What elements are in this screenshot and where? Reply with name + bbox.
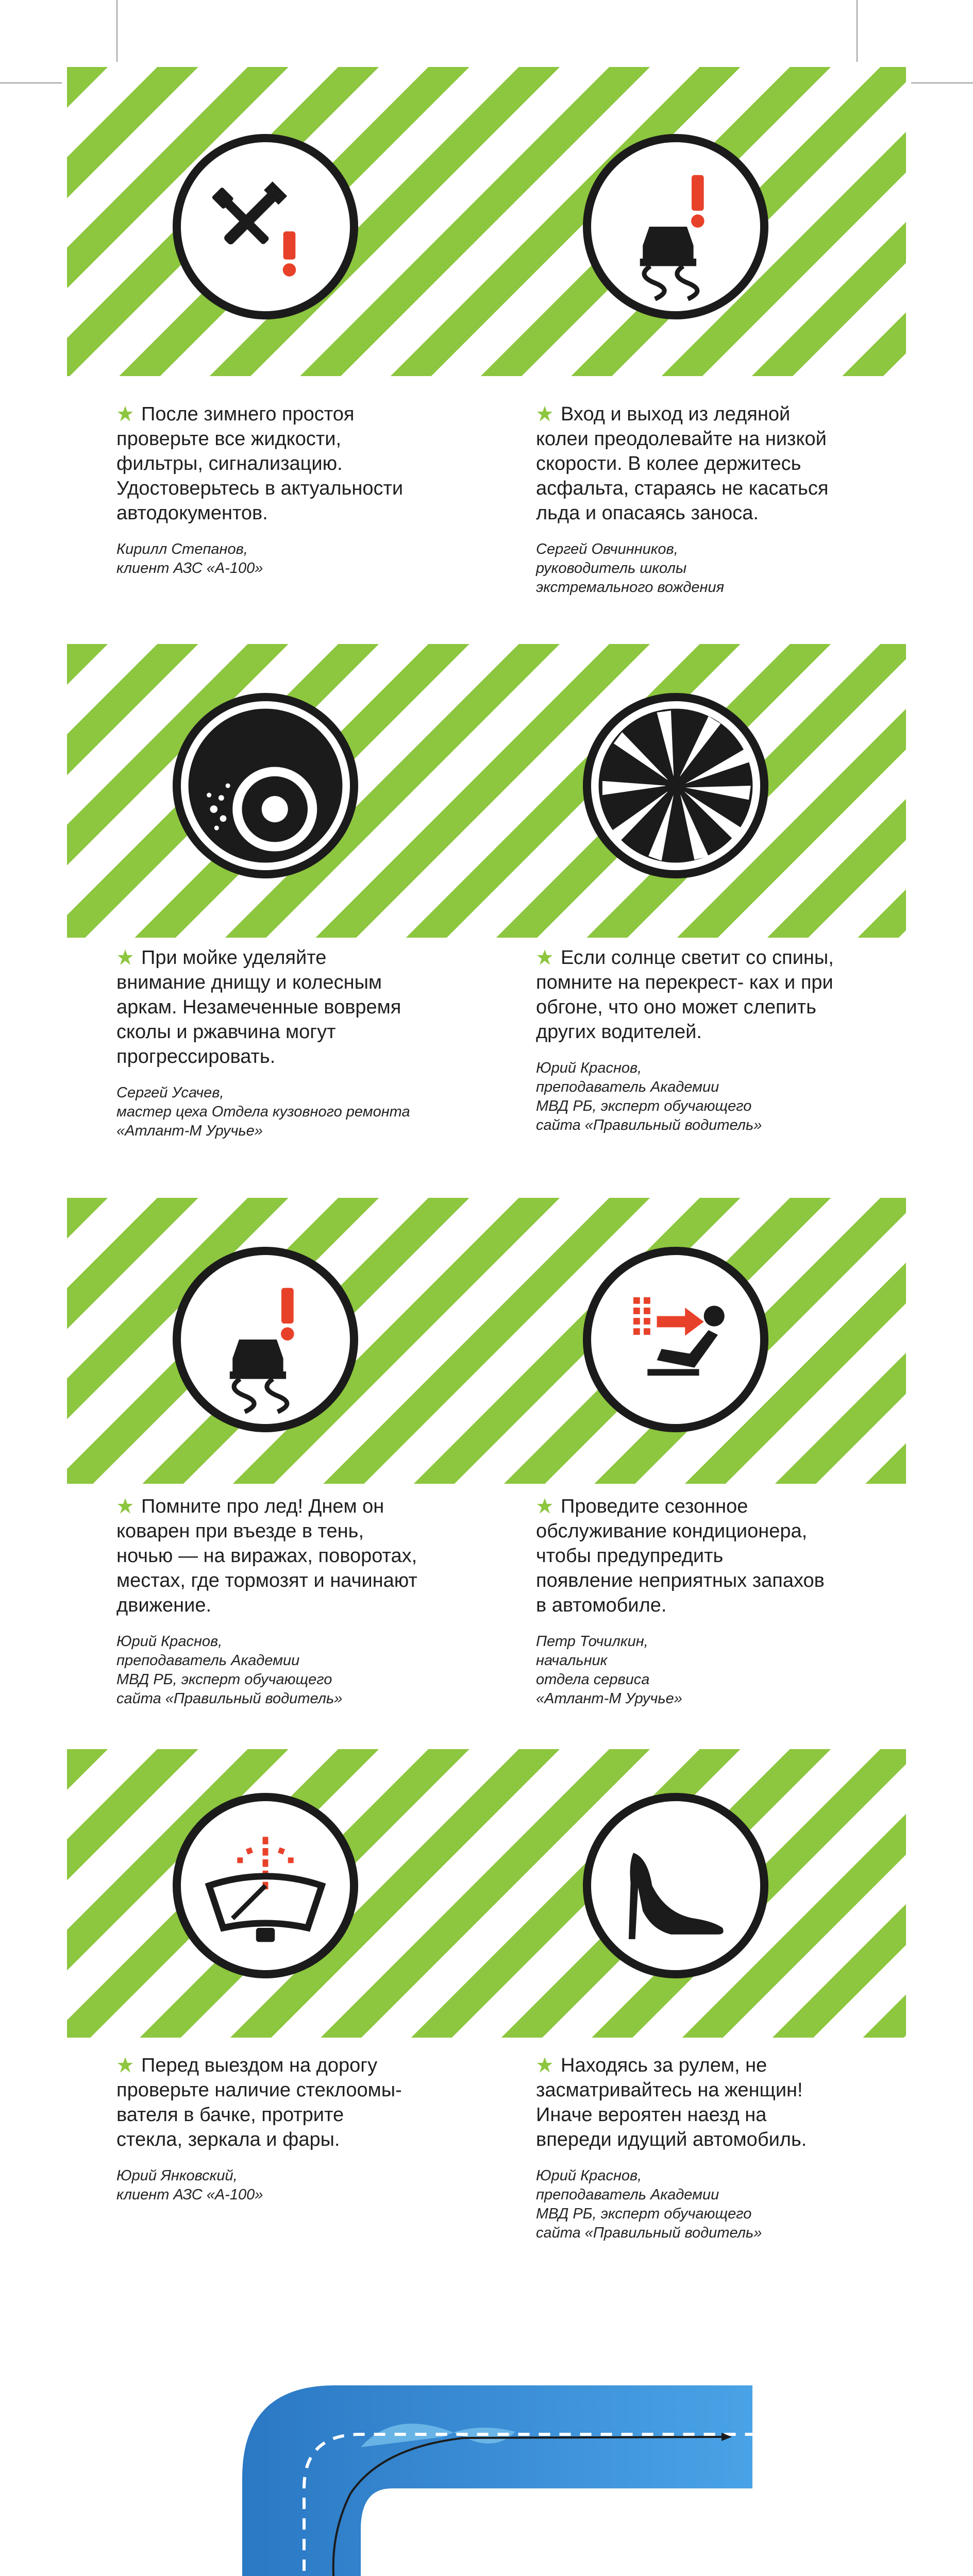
windshield-washer-icon	[173, 1793, 358, 1978]
car-skid-warning-icon	[583, 134, 768, 319]
tip-card	[536, 945, 835, 1135]
leaf-icon	[536, 405, 553, 422]
leaf-icon	[536, 2056, 553, 2074]
tip-author: Петр Точилкин, начальник отдела сервиса «Атлант-М Уручье»	[536, 1633, 682, 1707]
crop-mark	[911, 82, 973, 83]
leaf-icon	[536, 948, 553, 966]
tip-card	[536, 2053, 825, 2243]
tip-author: Юрий Янковский, клиент АЗС «А-100»	[116, 2167, 263, 2203]
leaf-icon	[116, 1497, 134, 1515]
tip-text: Перед выездом на дорогу проверьте наличие стеклоомы- вателя в бачке, протрите стекла, зеркала и фары.	[116, 2055, 402, 2150]
air-conditioner-icon	[583, 1247, 768, 1432]
tip-author: Юрий Краснов, преподаватель Академии МВД РБ, эксперт обучающего сайта «Правильный водитель»	[536, 1060, 762, 1133]
tip-card	[536, 1494, 825, 1708]
tip-text: При мойке уделяйте внимание днищу и колесным аркам. Незамеченные вовремя сколы и ржавчина могут прогрессировать.	[116, 947, 401, 1067]
sun-rays-icon	[583, 693, 768, 878]
tip-text: Вход и выход из ледяной колеи преодолевайте на низкой скорости. В колее держитесь асфальта, стараясь не касаться льда и опасаясь заноса.	[536, 403, 829, 524]
car-skid-warning-icon	[173, 1247, 358, 1432]
tip-text: Помните про лед! Днем он коварен при въезде в тень, ночью — на виражах, поворотах, местах, где тормозят и начинают движение.	[116, 1496, 417, 1616]
tip-card	[116, 945, 415, 1141]
tip-card	[116, 2053, 405, 2205]
tip-author: Юрий Краснов, преподаватель Академии МВД РБ, эксперт обучающего сайта «Правильный водитель»	[116, 1633, 343, 1707]
tip-text: Проведите сезонное обслуживание кондиционера, чтобы предупредить появление неприятных запахов в автомобиле.	[536, 1496, 825, 1616]
leaf-icon	[536, 1497, 553, 1515]
road-turn-illustration	[227, 2375, 752, 2576]
leaf-icon	[116, 948, 134, 966]
tip-text: Если солнце светит со спины, помните на перекрест- ках и при обгоне, что оно может слепить других водителей.	[536, 947, 834, 1043]
crop-mark	[116, 0, 118, 62]
tip-text: После зимнего простоя проверьте все жидкости, фильтры, сигнализацию. Удостоверьтесь в актуальности автодокументов.	[116, 403, 404, 524]
tip-author: Кирилл Степанов, клиент АЗС «А-100»	[116, 541, 263, 577]
crop-mark	[0, 82, 62, 83]
side-imprint	[845, 2494, 866, 2576]
leaf-icon	[116, 2056, 134, 2074]
tip-author: Сергей Овчинников, руководитель школы экстремального вождения	[536, 541, 725, 596]
tip-card	[116, 1494, 421, 1708]
high-heel-shoe-icon	[583, 1793, 768, 1978]
tip-author: Юрий Краснов, преподаватель Академии МВД РБ, эксперт обучающего сайта «Правильный водитель»	[536, 2167, 762, 2241]
leaf-icon	[116, 405, 134, 422]
tools-warning-icon	[173, 134, 358, 319]
crop-mark	[857, 0, 858, 62]
tip-author: Сергей Усачев, мастер цеха Отдела кузовного ремонта «Атлант-М Уручье»	[116, 1084, 410, 1139]
tip-text: Находясь за рулем, не засматривайтесь на женщин! Иначе вероятен наезд на впереди идущий автомобиль.	[536, 2055, 807, 2150]
tip-card	[536, 402, 845, 597]
wheel-wash-icon	[173, 693, 358, 878]
tip-card	[116, 402, 405, 578]
